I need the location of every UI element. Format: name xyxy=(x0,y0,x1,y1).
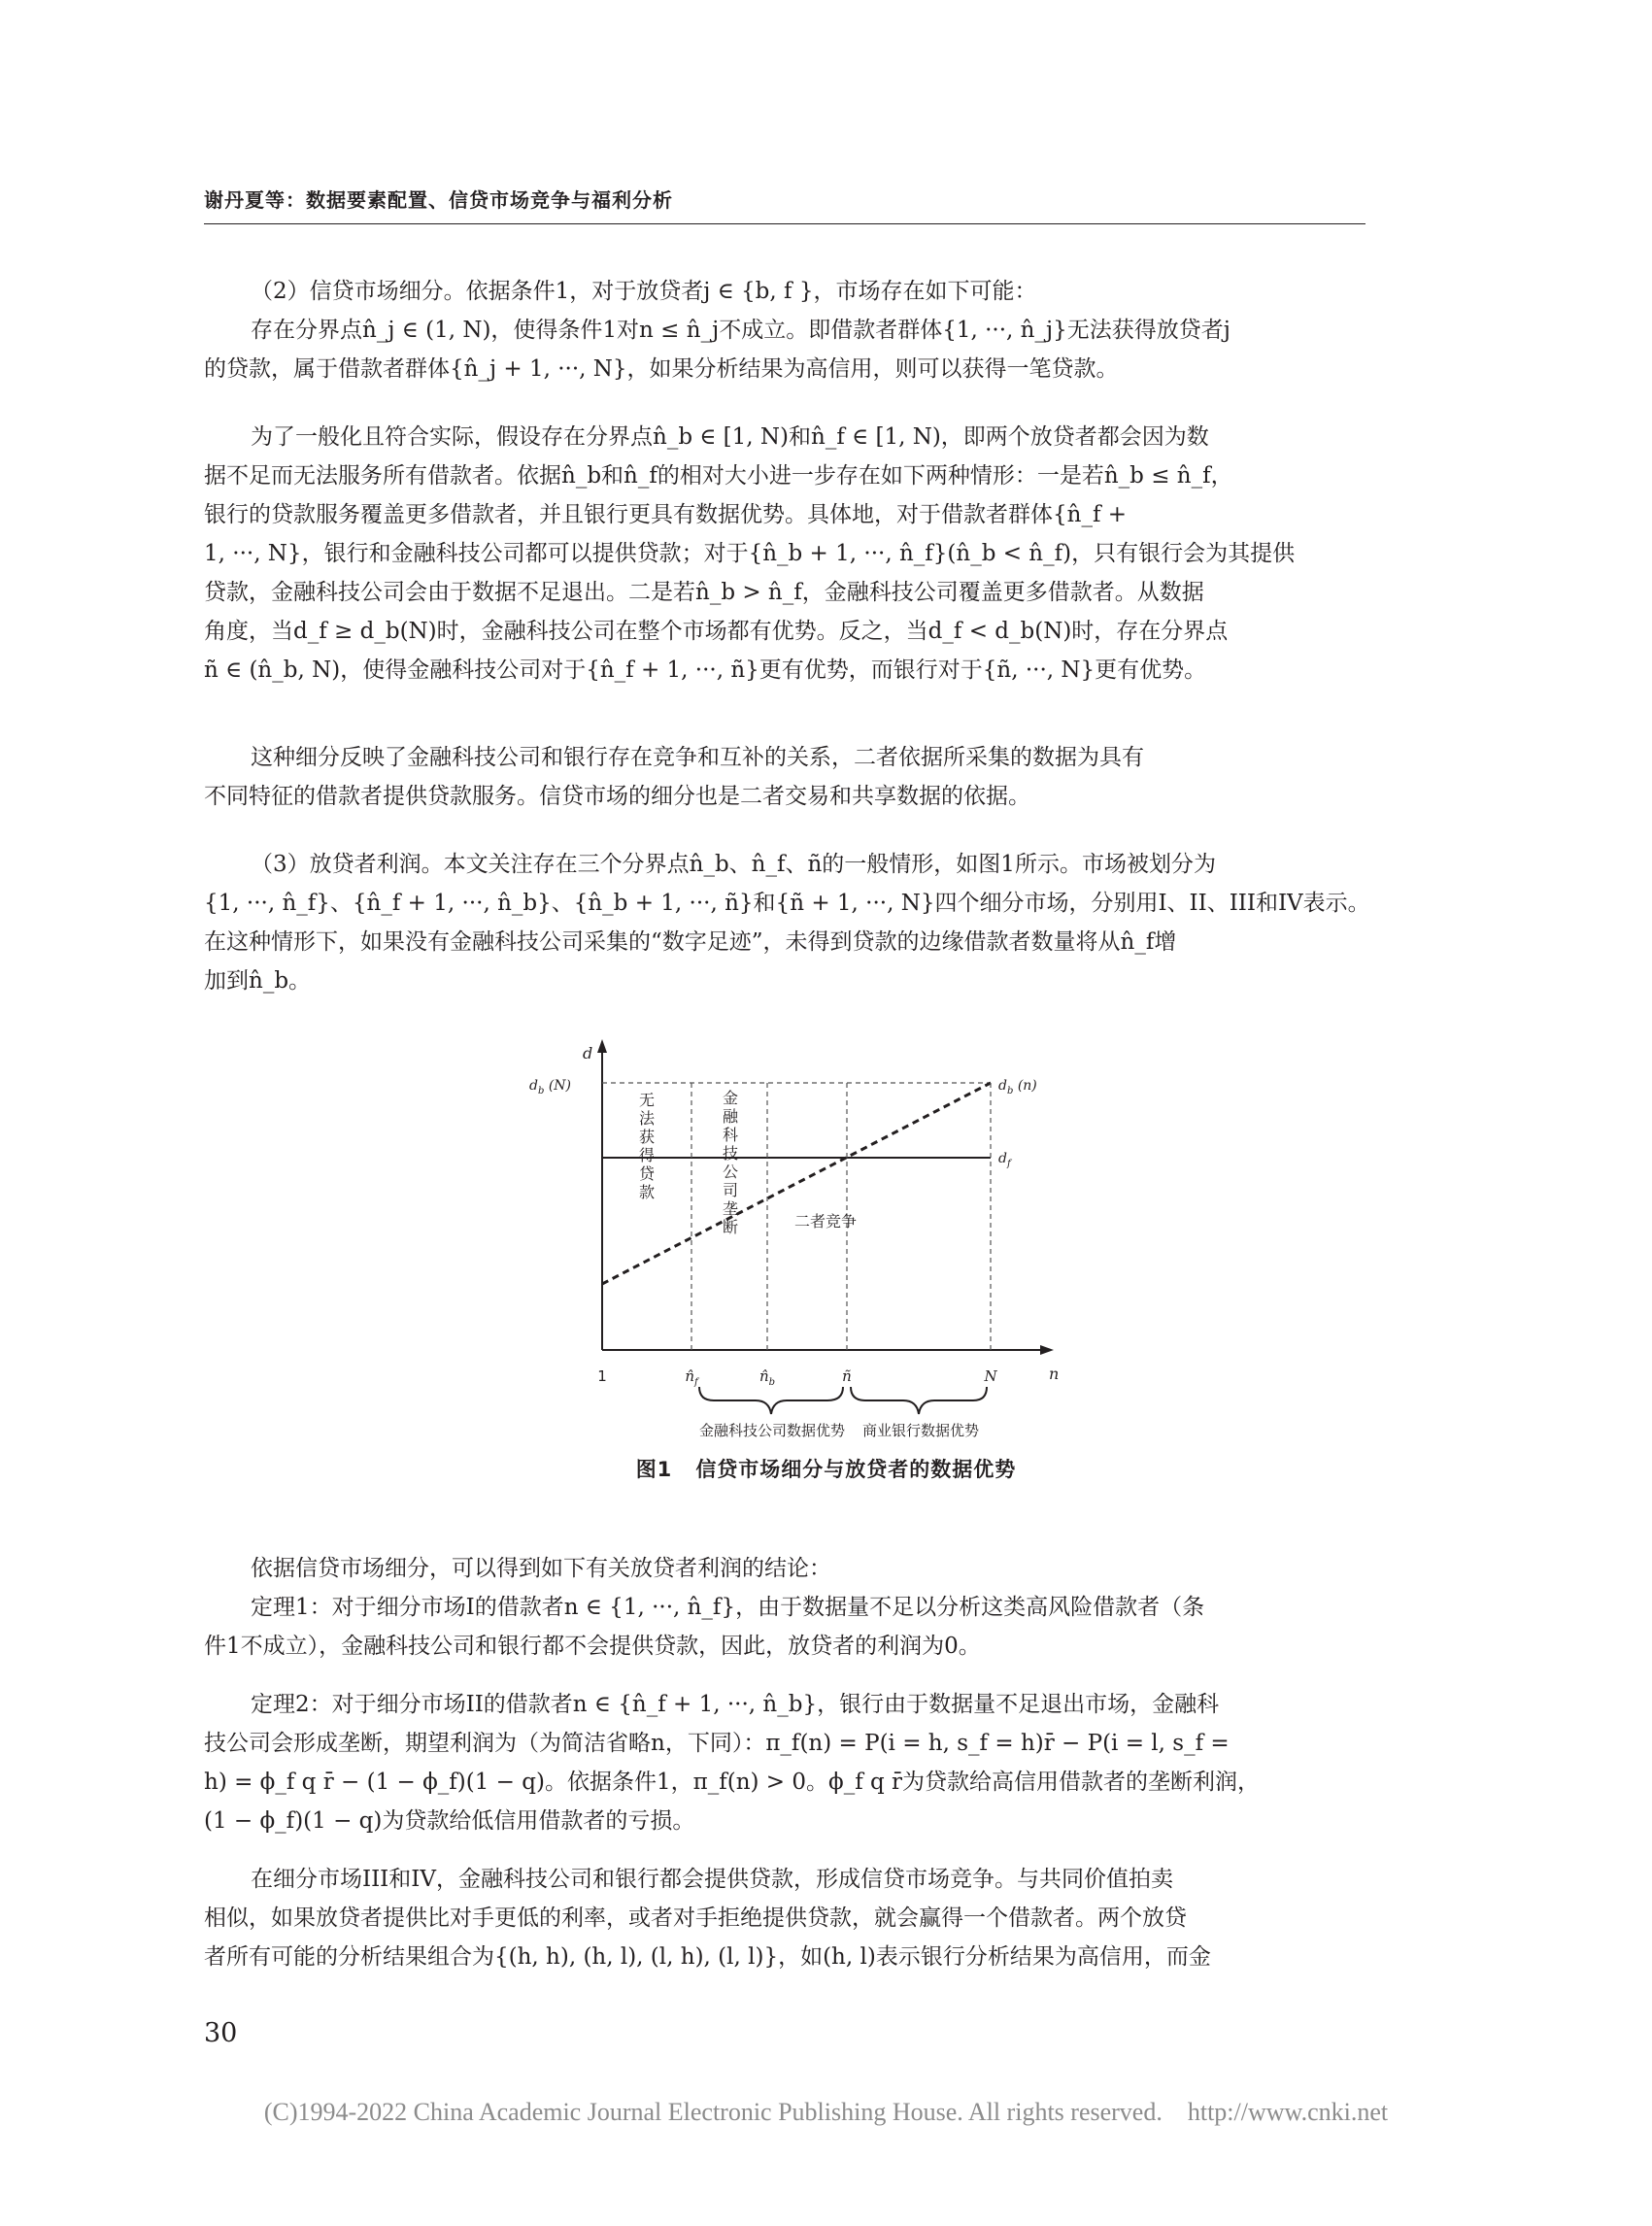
text-line: {1, ···, n̂_f}、{n̂_f + 1, ···, n̂_b}、{n̂_b + 1, ···, ñ}和{ñ + 1, ···, N}四个细分市场，分别用I、II、III和IV表示。 xyxy=(204,891,1370,916)
text-line: （2）信贷市场细分。依据条件1，对于放贷者j ∈ {b, f }，市场存在如下可能： xyxy=(251,279,1037,304)
region-competition-label: 二者竞争 xyxy=(793,1212,858,1231)
text-line: 贷款，金融科技公司会由于数据不足退出。二是若n̂_b > n̂_f，金融科技公司覆盖更多借款者。从数据 xyxy=(204,580,1204,605)
region-fintech-monopoly-text: 金融科技公司垄断 xyxy=(722,1089,739,1236)
region-fintech-monopoly-label xyxy=(723,1089,739,1236)
brace-bank-label: 商业银行数据优势 xyxy=(861,1422,980,1439)
text-line: 件1不成立），金融科技公司和银行都不会提供贷款，因此，放贷者的利润为0。 xyxy=(204,1634,981,1659)
text-line: 者所有可能的分析结果组合为{(h, h), (h, l), (l, h), (l, l)}，如(h, l)表示银行分析结果为高信用，而金 xyxy=(204,1944,1211,1970)
paragraph xyxy=(204,418,1365,690)
figure-caption xyxy=(0,1454,1652,1483)
text-line: 在细分市场III和IV，金融科技公司和银行都会提供贷款，形成信贷市场竞争。与共同价值拍卖 xyxy=(251,1867,1173,1892)
text-line: 在这种情形下，如果没有金融科技公司采集的“数字足迹”，未得到贷款的边缘借款者数量将从n̂_f增 xyxy=(204,929,1177,955)
text-line: 相似，如果放贷者提供比对手更低的利率，或者对手拒绝提供贷款，就会赢得一个借款者。两个放贷 xyxy=(204,1906,1187,1931)
tick-n-tilde: ñ xyxy=(842,1367,852,1385)
text-line: 技公司会形成垄断，期望利润为（为简洁省略n，下同）：π_f(n) = P(i = h, s_f = h)r̄ − P(i = l, s_f = xyxy=(204,1731,1230,1756)
tick-n-hat-f: $n̂_f$ xyxy=(685,1367,698,1388)
text-line: 为了一般化且符合实际，假设存在分界点n̂_b ∈ [1, N)和n̂_f ∈ [1, N)，即两个放贷者都会因为数 xyxy=(251,424,1209,450)
text-line: 依据信贷市场细分，可以得到如下有关放贷者利润的结论： xyxy=(251,1556,831,1581)
paragraph xyxy=(204,1685,1365,1840)
text-line: ñ ∈ (n̂_b, N)，使得金融科技公司对于{n̂_f + 1, ···, ñ}更有优势，而银行对于{ñ, ···, N}更有优势。 xyxy=(204,658,1207,683)
figure-caption-text: 信贷市场细分与放贷者的数据优势 xyxy=(695,1458,1017,1481)
df-label: $d_f$ xyxy=(998,1151,1011,1169)
paragraph xyxy=(204,1549,1365,1588)
text-line: h) = ϕ_f q r̄ − (1 − ϕ_f)(1 − q)。依据条件1，π_f(n) > 0。ϕ_f q r̄为贷款给高信用借款者的垄断利润， xyxy=(204,1770,1261,1795)
text-line: 1, ···, N}，银行和金融科技公司都可以提供贷款；对于{n̂_b + 1, ···, n̂_f}(n̂_b < n̂_f)，只有银行会为其提供 xyxy=(204,541,1296,566)
text-line: 不同特征的借款者提供贷款服务。信贷市场的细分也是二者交易和共享数据的依据。 xyxy=(204,784,1030,809)
running-header: 谢丹夏等：数据要素配置、信贷市场竞争与福利分析 xyxy=(204,188,673,212)
db-n-label: $d_b$ (n) xyxy=(998,1078,1037,1096)
paragraph xyxy=(204,311,1365,388)
x-axis-label: n xyxy=(1049,1365,1060,1383)
text-line: 这种细分反映了金融科技公司和银行存在竞争和互补的关系，二者依据所采集的数据为具有 xyxy=(251,745,1144,770)
x-axis-arrow xyxy=(1040,1345,1054,1355)
footer-url: http://www.cnki.net xyxy=(1187,2098,1389,2126)
brace-bank xyxy=(851,1387,987,1414)
tick-1: 1 xyxy=(597,1367,607,1385)
text-line: 定理2：对于细分市场II的借款者n ∈ {n̂_f + 1, ···, n̂_b}，银行由于数据量不足退出市场，金融科 xyxy=(251,1692,1220,1717)
paragraph xyxy=(204,738,1365,816)
tick-n-hat-b: $n̂_b$ xyxy=(759,1367,776,1388)
text-line: 的贷款，属于借款者群体{n̂_j + 1, ···, N}，如果分析结果为高信用，则可以获得一笔贷款。 xyxy=(204,356,1119,382)
y-axis-arrow xyxy=(597,1039,607,1053)
text-line: （3）放贷者利润。本文关注存在三个分界点n̂_b、n̂_f、ñ的一般情形，如图1所示。市场被划分为 xyxy=(251,852,1216,877)
text-line: (1 − ϕ_f)(1 − q)为贷款给低信用借款者的亏损。 xyxy=(204,1808,695,1834)
text-line: 存在分界点n̂_j ∈ (1, N)，使得条件1对n ≤ n̂_j不成立。即借款者群体{1, ···, n̂_j}无法获得放贷者j xyxy=(251,318,1231,343)
brace-fintech xyxy=(699,1387,843,1414)
text-line: 加到n̂_b。 xyxy=(204,968,312,994)
text-line: 银行的贷款服务覆盖更多借款者，并且银行更具有数据优势。具体地，对于借款者群体{n̂_f + xyxy=(204,502,1128,527)
db-N-label: $d_b$ (N) xyxy=(529,1078,571,1096)
brace-fintech-label: 金融科技公司数据优势 xyxy=(698,1422,846,1439)
paragraph xyxy=(204,845,1370,1000)
region-no-loan-text: 无法获得贷款 xyxy=(638,1091,656,1201)
db-n-dashed-curve xyxy=(602,1083,991,1284)
paragraph xyxy=(204,1588,1365,1666)
header-rule xyxy=(204,223,1365,224)
text-line: 角度，当d_f ≥ d_b(N)时，金融科技公司在整个市场都有优势。反之，当d_f < d_b(N)时，存在分界点 xyxy=(204,619,1229,644)
region-no-loan-label xyxy=(639,1091,656,1201)
tick-N: N xyxy=(984,1367,997,1385)
page-number: 30 xyxy=(204,2018,238,2048)
copyright-footer xyxy=(0,2098,1652,2127)
paragraph xyxy=(204,1860,1365,1976)
text-line: 定理1：对于细分市场I的借款者n ∈ {1, ···, n̂_f}，由于数据量不足以分析这类高风险借款者（条 xyxy=(251,1595,1205,1620)
footer-copyright: (C)1994-2022 China Academic Journal Electronic Publishing House. All rights reserved. xyxy=(263,2098,1163,2126)
figure-1-diagram xyxy=(505,1029,1127,1442)
y-axis-label: d xyxy=(583,1044,593,1062)
figure-caption-label: 图1 xyxy=(635,1458,673,1481)
paragraph xyxy=(204,272,1365,311)
text-line: 据不足而无法服务所有借款者。依据n̂_b和n̂_f的相对大小进一步存在如下两种情形：一是若n̂_b ≤ n̂_f， xyxy=(204,463,1233,489)
